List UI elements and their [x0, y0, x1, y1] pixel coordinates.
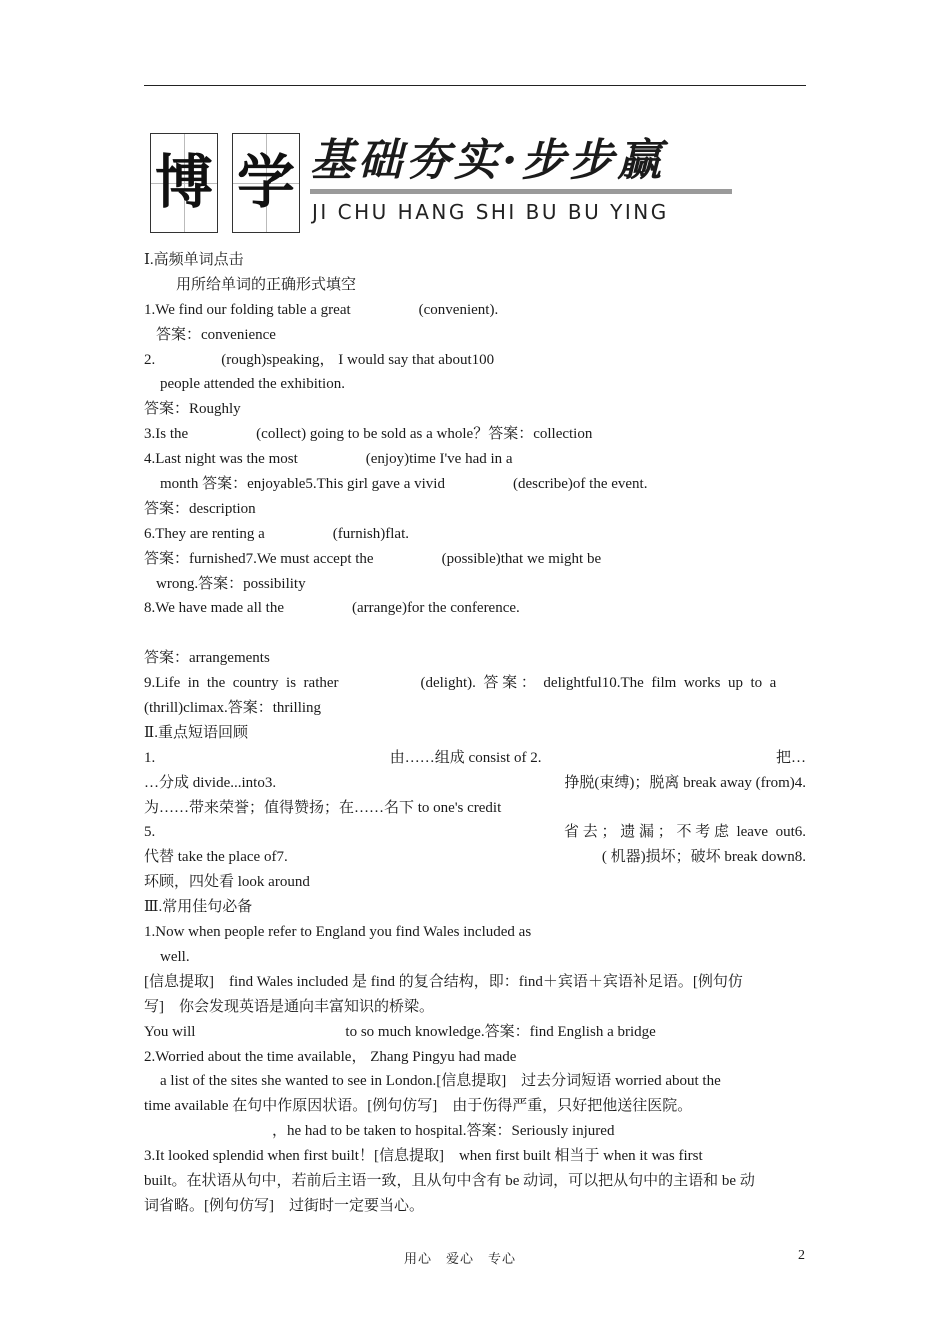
exercise-line: 1.We find our folding table a great (convenient). — [144, 301, 499, 318]
phrase-line: 代替 take the place of7. ( 机器)损坏；破坏 break down8. — [144, 849, 806, 866]
banner-char-box-1 — [150, 133, 218, 233]
sentence-line: time available 在句中作原因状语。[例句仿写] 由于伤得严重，只好把他送往医院。 — [144, 1098, 693, 1115]
section-banner — [150, 133, 735, 235]
exercise-line: (thrill)climax.答案：thrilling — [144, 700, 322, 717]
banner-char-2: 学 — [236, 148, 295, 216]
sentence-line: 1.Now when people refer to England you find Wales included as — [144, 924, 532, 941]
answer-line: 答案：Roughly — [144, 401, 241, 418]
sentence-line: 3.It looked splendid when first built！[信息提取] when first built 相当于 when it was first — [144, 1148, 703, 1165]
exercise-line: 9.Life in the country is rather (delight). 答 案 ： delightful10.The film works up to a — [144, 675, 777, 692]
answer-line: wrong.答案：possibility — [156, 575, 306, 592]
section-heading-2: Ⅱ.重点短语回顾 — [144, 724, 248, 741]
exercise-line: 4.Last night was the most (enjoy)time I've had in a — [144, 451, 513, 468]
section-heading-1: Ⅰ.高频单词点击 — [144, 252, 244, 268]
sentence-line: a list of the sites she wanted to see in London.[信息提取] 过去分词短语 worried about the — [160, 1073, 721, 1090]
banner-char-box-2 — [232, 133, 300, 233]
document-body — [144, 248, 806, 1219]
phrase-line: 1. 由……组成 consist of 2. 把… — [144, 749, 806, 766]
sentence-line: built。在状语从句中，若前后主语一致，且从句中含有 be 动词，可以把从句中的主语和 be 动 — [144, 1172, 755, 1189]
answer-line: 答案：convenience — [156, 326, 276, 343]
phrase-line: 为……带来荣誉；值得赞扬；在……名下 to one's credit — [144, 799, 502, 816]
footer-motto: 用心 爱心 专心 — [404, 1252, 517, 1267]
banner-title: 基础夯实·步步赢 — [310, 135, 666, 186]
section-heading-3: Ⅲ.常用佳句必备 — [144, 899, 253, 916]
phrase-line: …分成 divide...into3. 挣脱(束缚)；脱离 break away (from)4. — [144, 774, 806, 791]
answer-line: 答案：description — [144, 500, 256, 517]
answer-line: 答案：arrangements — [144, 650, 270, 667]
banner-pinyin: JI CHU HANG SHI BU BU YING — [312, 200, 669, 224]
exercise-line: 8.We have made all the (arrange)for the conference. — [144, 600, 520, 617]
sentence-line: [信息提取] find Wales included 是 find 的复合结构，即：find＋宾语＋宾语补足语。[例句仿 — [144, 973, 743, 990]
page-number: 2 — [798, 1248, 805, 1263]
phrase-line: 环顾，四处看 look around — [144, 874, 310, 891]
sentence-line: ，he had to be taken to hospital.答案：Seriously injured — [272, 1123, 615, 1140]
exercise-line: month 答案：enjoyable5.This girl gave a vivid (describe)of the event. — [160, 476, 648, 493]
sentence-line: 词省略。[例句仿写] 过街时一定要当心。 — [144, 1197, 424, 1214]
exercise-line: 6.They are renting a (furnish)flat. — [144, 525, 410, 542]
banner-underline — [310, 189, 732, 194]
blank-line — [144, 621, 806, 646]
exercise-line: 2. (rough)speaking， I would say that about100 — [144, 351, 495, 368]
sentence-line: You will to so much knowledge.答案：find English a bridge — [144, 1023, 656, 1040]
page-footer — [0, 1248, 950, 1268]
sentence-line: 2.Worried about the time available， Zhang Pingyu had made — [144, 1048, 517, 1065]
banner-char-1: 博 — [154, 148, 213, 216]
sentence-line: well. — [160, 948, 190, 965]
sentence-line: 写] 你会发现英语是通向丰富知识的桥梁。 — [144, 998, 434, 1015]
exercise-line: people attended the exhibition. — [160, 376, 345, 393]
exercise-line: 答案：furnished7.We must accept the (possible)that we might be — [144, 550, 602, 567]
header-rule — [144, 85, 806, 86]
exercise-line: 3.Is the (collect) going to be sold as a whole？答案：collection — [144, 426, 593, 443]
phrase-line: 5. 省 去 ； 遗 漏 ； 不 考 虑 leave out6. — [144, 824, 806, 841]
instruction: 用所给单词的正确形式填空 — [176, 276, 357, 293]
